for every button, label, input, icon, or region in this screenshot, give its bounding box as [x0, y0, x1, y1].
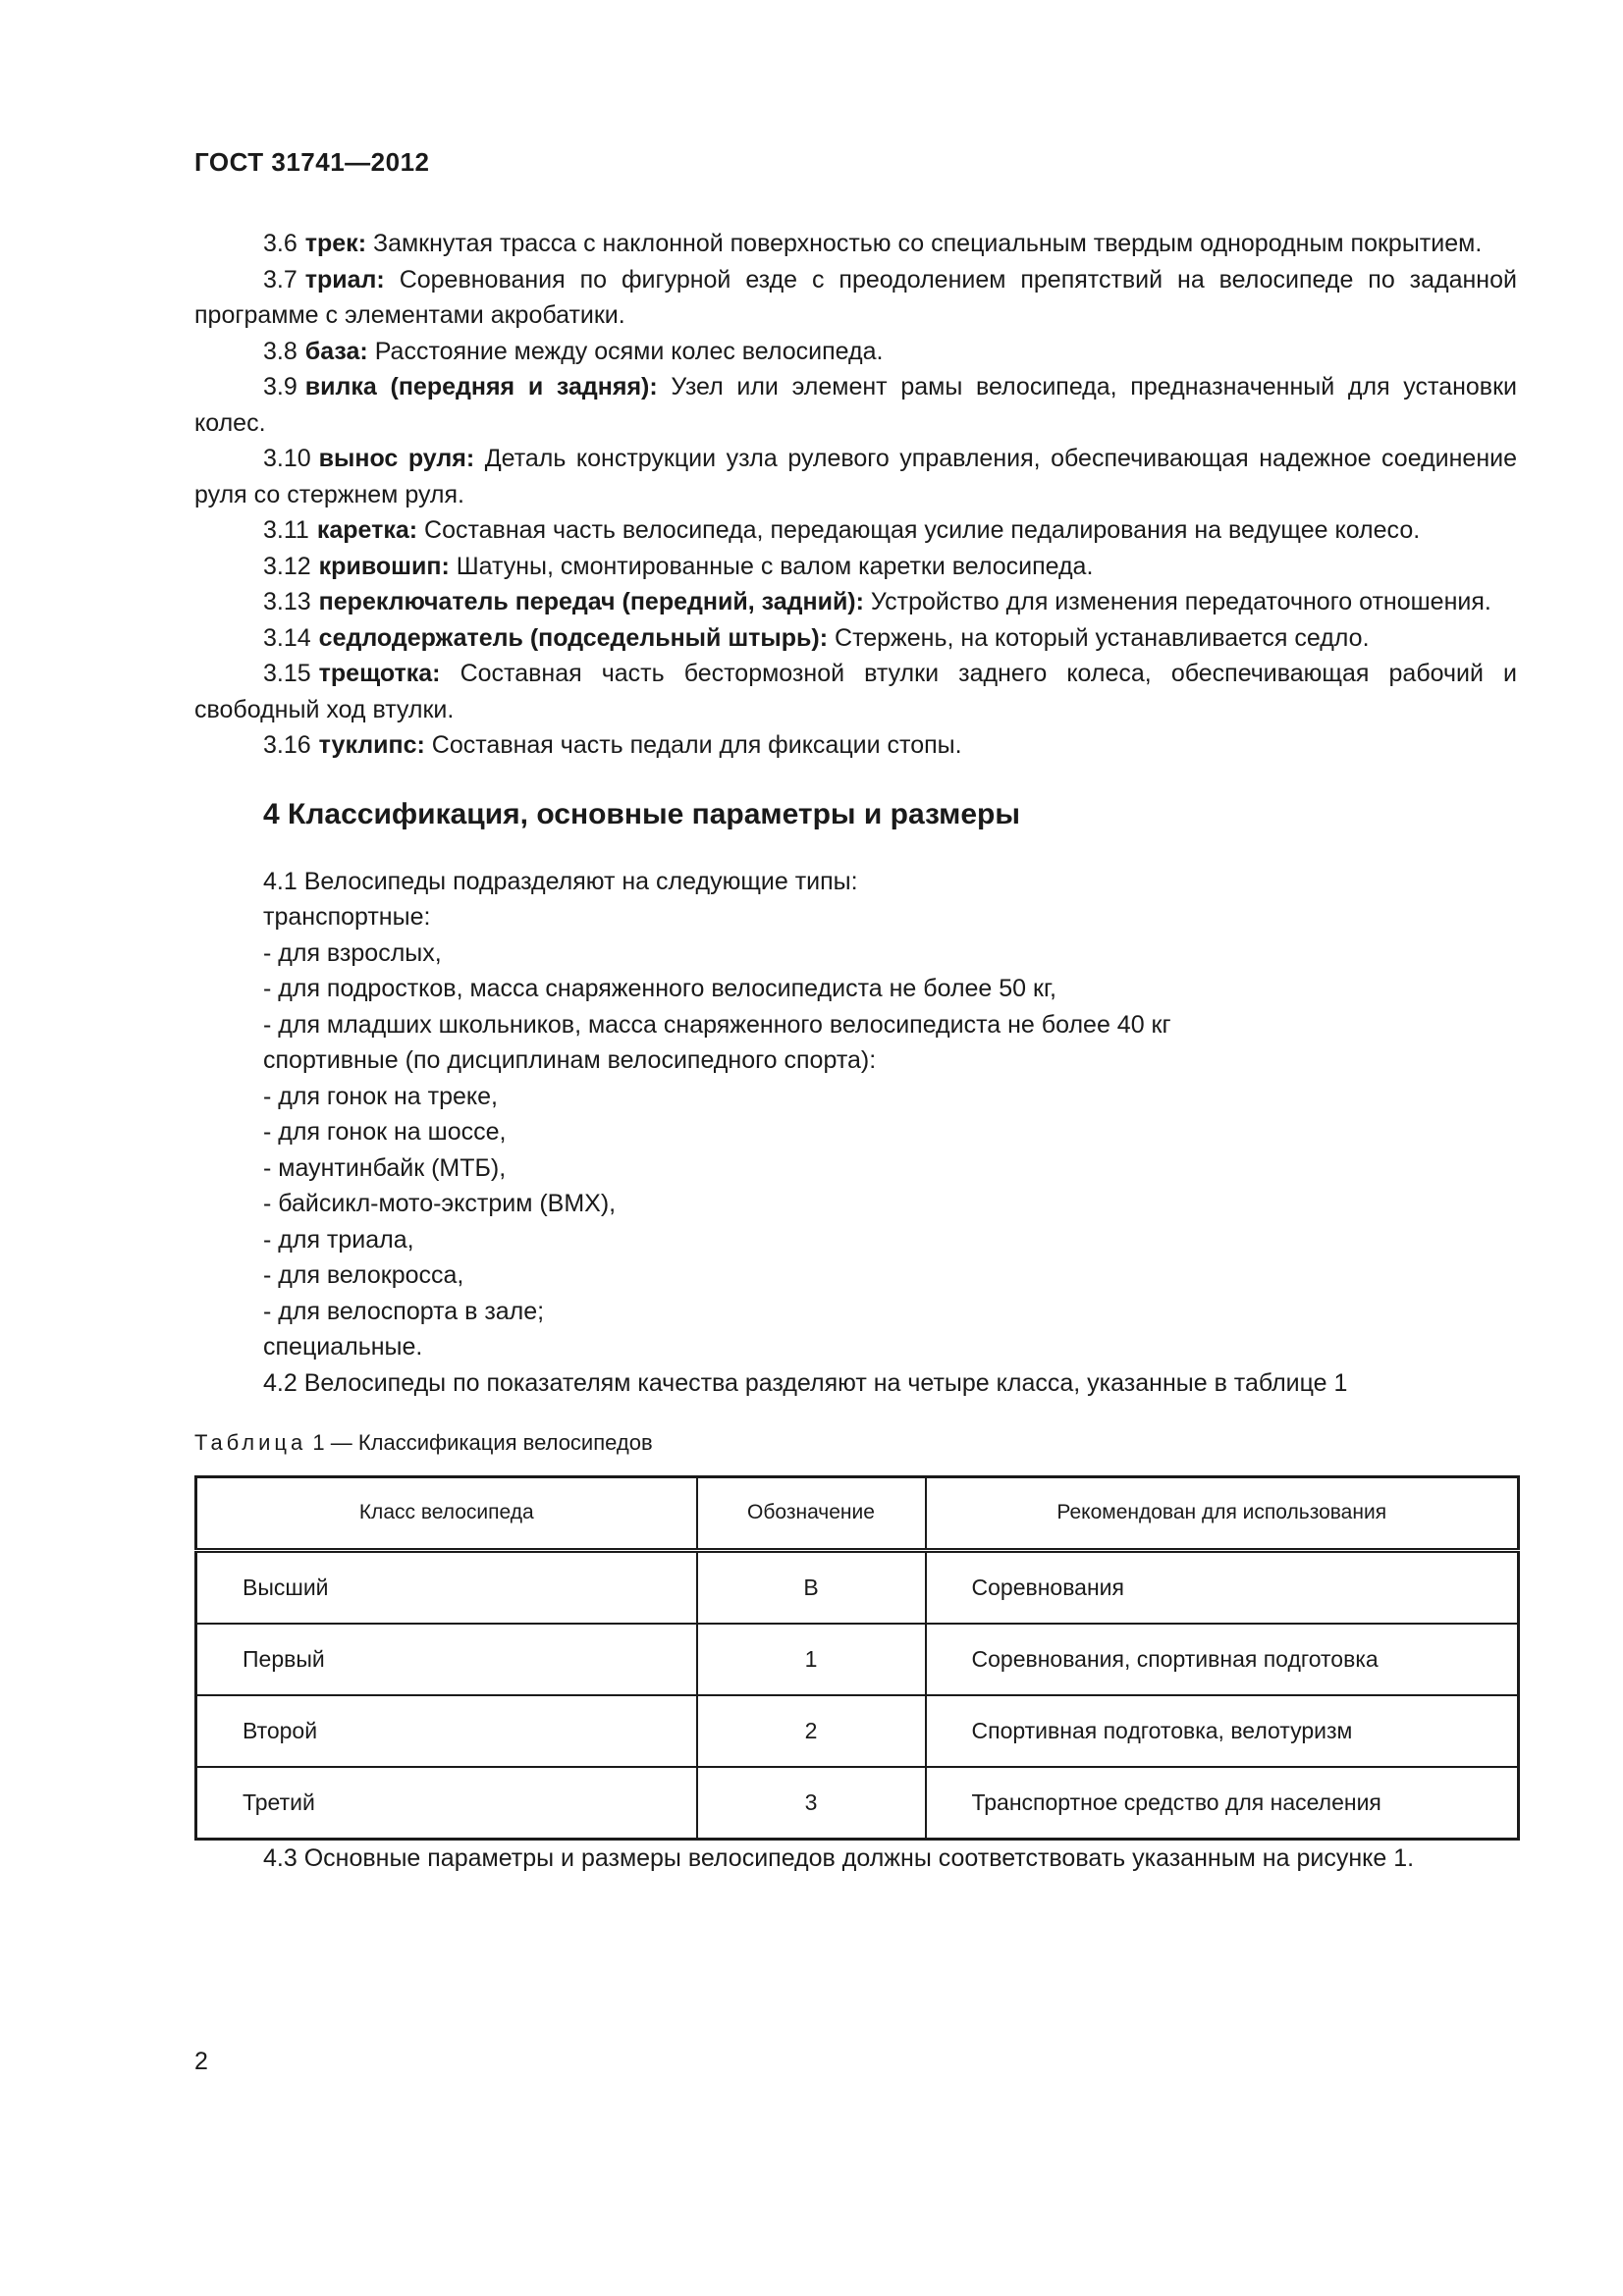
section-heading: 4 Классификация, основные параметры и размеры	[263, 797, 1021, 830]
term-item	[194, 656, 1517, 727]
table-row	[196, 1767, 1519, 1840]
term-definition: Составная часть бестормозной втулки заднего колеса, обеспечивающая рабочий и свободный ход втулки.	[194, 660, 1517, 723]
cell-designation: В	[697, 1551, 926, 1625]
term-name: вынос руля:	[318, 445, 475, 472]
cell-class: Третий	[196, 1767, 697, 1840]
terms-list	[194, 226, 1517, 764]
term-definition: Устройство для изменения передаточного отношения.	[863, 588, 1491, 615]
term-number: 3.12	[263, 552, 311, 580]
term-item	[194, 549, 1517, 585]
term-number: 3.11	[263, 516, 309, 544]
document-code-header: ГОСТ 31741—2012	[194, 147, 430, 177]
term-number: 3.14	[263, 623, 311, 652]
column-header-class: Класс велосипеда	[196, 1477, 697, 1551]
table-row	[196, 1695, 1519, 1767]
table-caption-label: Таблица	[194, 1430, 307, 1455]
list-item: спортивные (по дисциплинам велосипедного спорта):	[263, 1046, 877, 1074]
list-item: - для подростков, масса снаряженного велосипедиста не более 50 кг,	[263, 975, 1056, 1002]
column-header-designation: Обозначение	[697, 1477, 926, 1551]
term-name: кривошип:	[318, 552, 450, 580]
list-item: - для взрослых,	[263, 938, 442, 967]
table-row	[196, 1551, 1519, 1625]
term-item	[194, 441, 1517, 512]
term-number: 3.9	[263, 373, 298, 400]
cell-designation: 1	[697, 1624, 926, 1695]
cell-usage: Соревнования	[926, 1551, 1519, 1625]
cell-usage: Транспортное средство для населения	[926, 1767, 1519, 1840]
cell-usage: Соревнования, спортивная подготовка	[926, 1624, 1519, 1695]
list-item: специальные.	[263, 1333, 423, 1361]
term-definition: Расстояние между осями колес велосипеда.	[367, 337, 884, 365]
term-name: вилка (передняя и задняя):	[304, 373, 658, 400]
list-item: - для гонок на шоссе,	[263, 1118, 507, 1146]
term-number: 3.13	[263, 588, 311, 615]
page-content	[194, 226, 1517, 1877]
list-item: - маунтинбайк (МТБ),	[263, 1153, 507, 1182]
cell-usage: Спортивная подготовка, велотуризм	[926, 1695, 1519, 1767]
term-name: трещотка:	[318, 660, 441, 687]
term-name: трек:	[304, 230, 367, 257]
column-header-usage: Рекомендован для использования	[926, 1477, 1519, 1551]
cell-designation: 3	[697, 1767, 926, 1840]
term-definition: Деталь конструкции узла рулевого управления, обеспечивающая надежное соединение руля со стержнем руля.	[194, 445, 1517, 508]
term-item	[194, 334, 1517, 370]
paragraph-4-2: 4.2 Велосипеды по показателям качества разделяют на четыре класса, указанные в таблице 1	[263, 1368, 1348, 1397]
bicycle-types-list	[194, 899, 1517, 1365]
list-item: - байсикл-мото-экстрим (ВМХ),	[263, 1190, 617, 1217]
table-caption	[194, 1428, 1517, 1458]
term-item	[194, 584, 1517, 620]
term-number: 3.15	[263, 660, 311, 687]
list-item: - для младших школьников, масса снаряженного велосипедиста не более 40 кг	[263, 1010, 1171, 1039]
term-number: 3.10	[263, 445, 311, 472]
term-definition: Составная часть велосипеда, передающая усилие педалирования на ведущее колесо.	[417, 516, 1421, 544]
term-item	[194, 512, 1517, 549]
term-name: туклипс:	[318, 731, 425, 759]
list-item: - для триала,	[263, 1225, 414, 1254]
cell-class: Высший	[196, 1551, 697, 1625]
table-row	[196, 1624, 1519, 1695]
term-definition: Узел или элемент рамы велосипеда, предназначенный для установки колес.	[194, 373, 1517, 437]
list-item: - для велокросса,	[263, 1261, 464, 1289]
term-definition: Составная часть педали для фиксации стопы.	[424, 731, 962, 759]
term-number: 3.8	[263, 337, 298, 365]
term-name: седлодержатель (подседельный штырь):	[318, 623, 829, 652]
page-number: 2	[194, 2048, 208, 2075]
table-caption-title: 1 — Классификация велосипедов	[306, 1430, 653, 1455]
term-item	[194, 226, 1517, 262]
cell-class: Второй	[196, 1695, 697, 1767]
term-definition: Замкнутая трасса с наклонной поверхностью со специальным твердым однородным покрытием.	[366, 230, 1483, 257]
list-item: транспортные:	[263, 903, 431, 931]
term-definition: Соревнования по фигурной езде с преодолением препятствий на велосипеде по заданной программе с элементами акробатики.	[194, 265, 1517, 329]
term-number: 3.7	[263, 265, 298, 294]
table-header-row	[196, 1477, 1519, 1551]
term-item	[194, 620, 1517, 657]
classification-table	[194, 1475, 1520, 1841]
term-definition: Стержень, на который устанавливается седло.	[828, 623, 1370, 652]
term-item	[194, 262, 1517, 334]
term-number: 3.16	[263, 731, 311, 759]
list-item: - для гонок на треке,	[263, 1082, 498, 1110]
paragraph-4-1: 4.1 Велосипеды подразделяют на следующие типы:	[263, 867, 858, 895]
term-name: переключатель передач (передний, задний):	[318, 588, 864, 615]
paragraph-4-3: 4.3 Основные параметры и размеры велосипедов должны соответствовать указанным на рисунке 1.	[263, 1844, 1415, 1872]
cell-class: Первый	[196, 1624, 697, 1695]
term-item	[194, 727, 1517, 764]
term-name: каретка:	[316, 516, 418, 544]
cell-designation: 2	[697, 1695, 926, 1767]
term-name: база:	[304, 337, 368, 365]
term-item	[194, 369, 1517, 441]
term-name: триал:	[304, 265, 385, 294]
term-number: 3.6	[263, 230, 298, 257]
term-definition: Шатуны, смонтированные с валом каретки велосипеда.	[449, 552, 1094, 580]
list-item: - для велоспорта в зале;	[263, 1297, 545, 1325]
